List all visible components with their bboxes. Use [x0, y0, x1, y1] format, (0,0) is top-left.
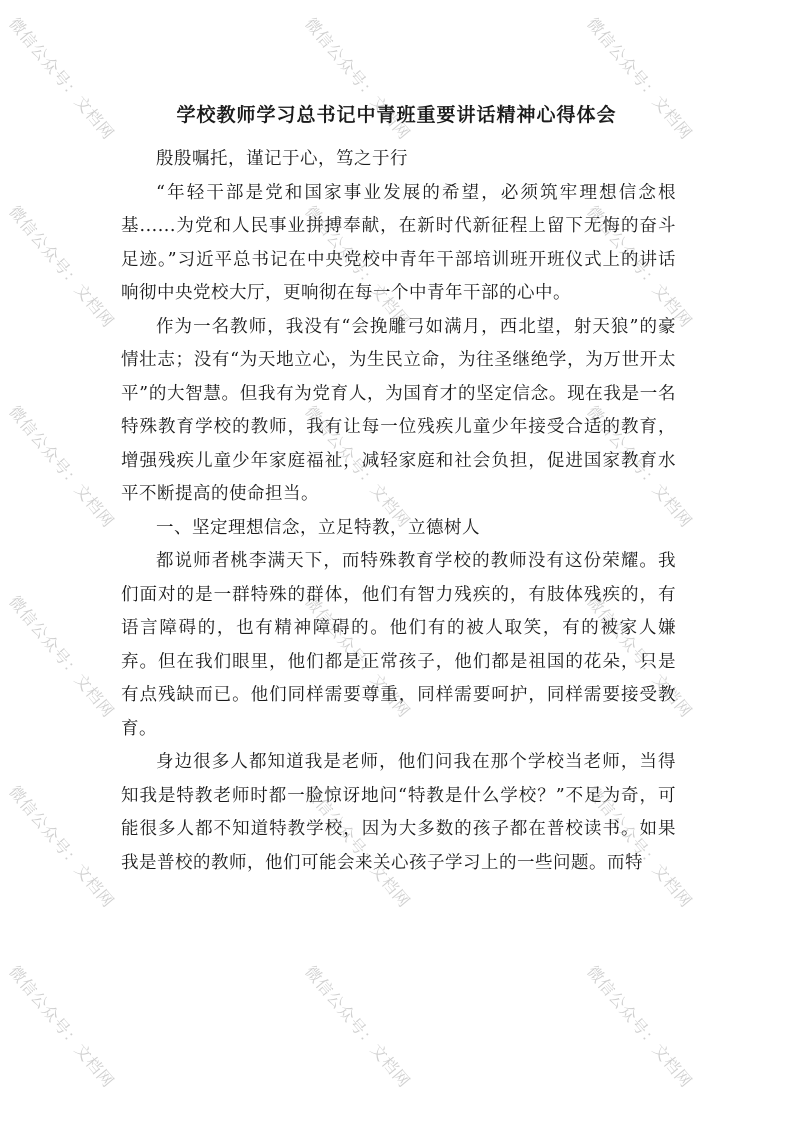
watermark-text: 微信公众号：文档网: [5, 591, 119, 722]
paragraph: 作为一名教师，我没有“会挽雕弓如满月，西北望，射天狼”的豪情壮志；没有“为天地立心，为生民立命，为往圣继绝学，为万世开太平”的大智慧。但我有为党育人，为国育才的坚定信念。现在我是一名特殊教育学校的教师，我有让每一位残疾儿童少年接受合适的教育，增强残疾儿童少年家庭福祉，减轻家庭和社会负担，促进国家教育水平不断提高的使命担当。: [121, 316, 676, 504]
watermark-text: 微信公众号：文档网: [301, 781, 415, 912]
watermark-text: 微信公众号：文档网: [5, 961, 119, 1092]
watermark-text: 微信公众号：文档网: [583, 13, 697, 144]
watermark-text: 微信公众号：文档网: [5, 13, 119, 144]
watermark-text: 微信公众号：文档网: [583, 961, 697, 1092]
watermark-text: 微信公众号：文档网: [583, 781, 697, 912]
watermark-text: 微信公众号：文档网: [301, 961, 415, 1092]
watermark-text: 微信公众号：文档网: [583, 201, 697, 332]
watermark-text: 微信公众号：文档网: [301, 401, 415, 532]
paragraph: 都说师者桃李满天下，而特殊教育学校的教师没有这份荣耀。我们面对的是一群特殊的群体，他们有智力残疾的，有肢体残疾的，有语言障碍的，也有精神障碍的。他们有的被人取笑，有的被家人嫌弃。但在我们眼里，他们都是正常孩子，他们都是祖国的花朵，只是有点残缺而已。他们同样需要尊重，同样需要呵护，同样需要接受教育。: [121, 551, 676, 739]
watermark-text: 微信公众号：文档网: [301, 201, 415, 332]
watermark-text: 微信公众号：文档网: [5, 781, 119, 912]
watermark-text: 微信公众号：文档网: [5, 201, 119, 332]
paragraph: 身边很多人都知道我是老师，他们问我在那个学校当老师，当得知我是特教老师时都一脸惊讶地问“特教是什么学校？”不足为奇，可能很多人都不知道特教学校，因为大多数的孩子都在普校读书。如果我是普校的教师，他们可能会来关心孩子学习上的一些问题。而特: [121, 752, 676, 873]
watermark-text: 微信公众号：文档网: [583, 401, 697, 532]
paragraph: “年轻干部是党和国家事业发展的希望，必须筑牢理想信念根基......为党和人民事业拼搏奉献，在新时代新征程上留下无悔的奋斗足迹。”习近平总书记在中央党校中青年干部培训班开班仪式上的讲话响彻中央党校大厅，更响彻在每一个中青年干部的心中。: [121, 182, 676, 303]
watermark-text: 微信公众号：文档网: [301, 591, 415, 722]
document-body: [121, 143, 676, 880]
watermark-text: 微信公众号：文档网: [301, 13, 415, 144]
paragraph: 殷殷嘱托，谨记于心，笃之于行: [156, 149, 408, 169]
watermark-text: 微信公众号：文档网: [5, 401, 119, 532]
section-heading: 一、坚定理想信念，立足特教，立德树人: [156, 517, 480, 538]
document-title: 学校教师学习总书记中青班重要讲话精神心得体会: [176, 104, 617, 126]
watermark-text: 微信公众号：文档网: [583, 591, 697, 722]
